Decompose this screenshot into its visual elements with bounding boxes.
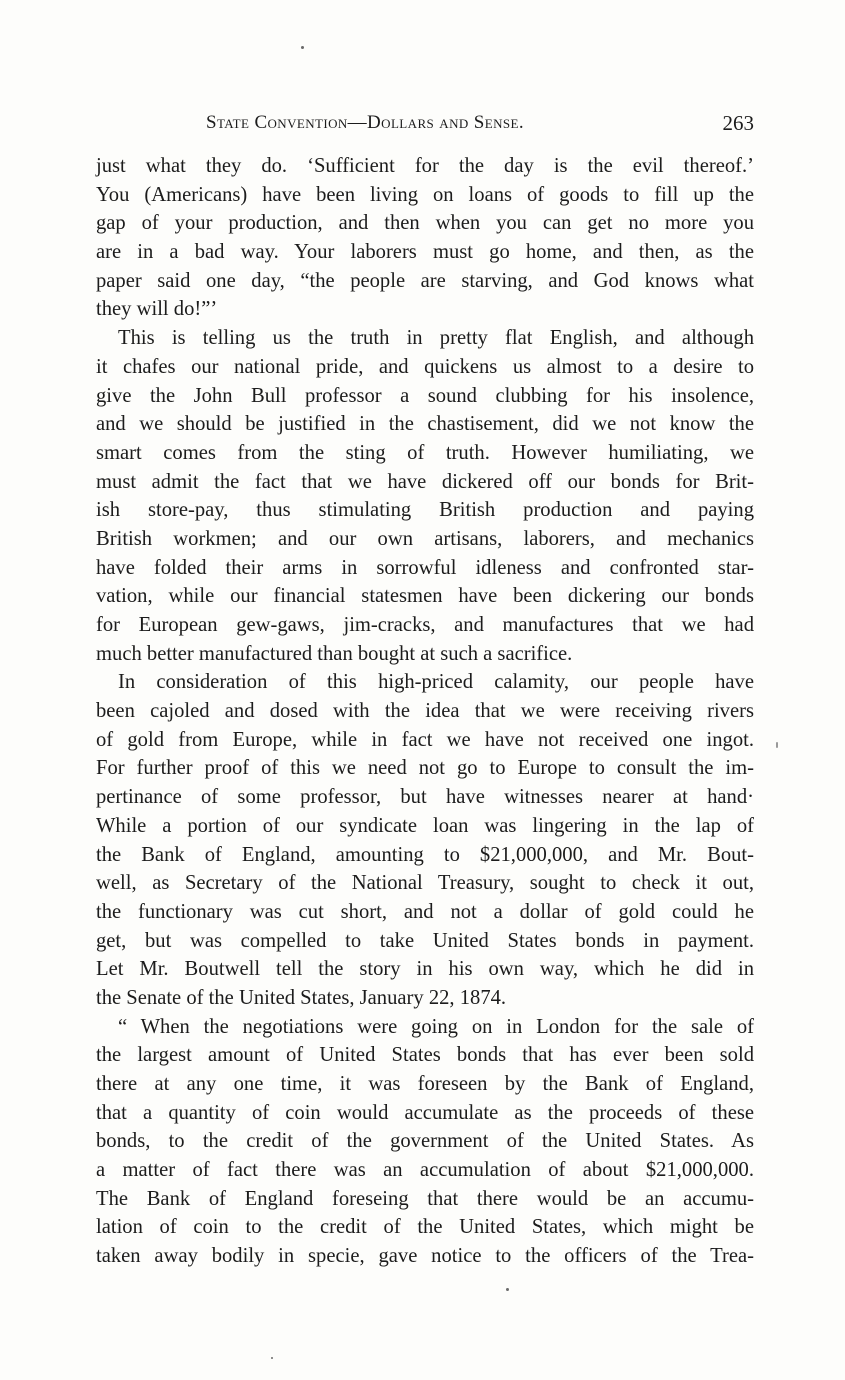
text-line: for European gew-gaws, jim-cracks, and manufactures that we had: [96, 614, 754, 636]
text-line: the functionary was cut short, and not a dollar of gold could he: [96, 900, 754, 923]
running-title: State Convention—Dollars and Sense.: [206, 112, 525, 133]
text-line: the largest amount of United States bonds that has ever been sold: [96, 1044, 754, 1067]
scan-speck: [506, 1288, 509, 1291]
text-line: been cajoled and dosed with the idea that we were receiving rivers: [96, 700, 754, 723]
text-line: smart comes from the sting of truth. However humiliating, we: [96, 441, 754, 464]
text-line: there at any one time, it was foreseen by the Bank of England,: [96, 1073, 754, 1095]
text-line: paper said one day, “the people are starving, and God knows what: [96, 269, 754, 292]
text-line: Let Mr. Boutwell tell the story in his own way, which he did in: [96, 958, 754, 981]
text-line: a matter of fact there was an accumulation of about $21,000,000.: [96, 1159, 754, 1182]
text-line: are in a bad way. Your laborers must go home, and then, as the: [96, 241, 754, 264]
text-line: British workmen; and our own artisans, laborers, and mechanics: [96, 527, 754, 550]
text-line: pertinance of some professor, but have witnesses nearer at hand·: [96, 786, 754, 809]
text-line: just what they do. ‘Sufficient for the day is the evil thereof.’: [96, 155, 754, 177]
paragraph-national-pride: [96, 324, 754, 668]
text-line: they will do!”’: [96, 298, 218, 321]
text-line: While a portion of our syndicate loan was lingering in the lap of: [96, 814, 754, 837]
text-line: well, as Secretary of the National Treasury, sought to check it out,: [96, 872, 754, 895]
text-line: that a quantity of coin would accumulate as the proceeds of these: [96, 1101, 754, 1124]
text-line: The Bank of England foreseing that there would be an accumu-: [96, 1187, 754, 1210]
text-line: You (Americans) have been living on loans of goods to fill up the: [96, 183, 754, 206]
text-line: of gold from Europe, while in fact we have not received one ingot.: [96, 728, 754, 751]
text-line: give the John Bull professor a sound clubbing for his insolence,: [96, 384, 754, 407]
text-line: gap of your production, and then when you can get no more you: [96, 212, 754, 235]
text-line: bonds, to the credit of the government of the United States. As: [96, 1130, 754, 1153]
running-head: [96, 108, 754, 138]
text-line: it chafes our national pride, and quickens us almost to a desire to: [96, 355, 754, 378]
text-line: much better manufactured than bought at such a sacrifice.: [96, 642, 573, 665]
scan-speck: [301, 46, 304, 49]
scan-speck: [271, 1357, 273, 1359]
body-text: [96, 152, 754, 1271]
text-line: vation, while our financial statesmen have been dickering our bonds: [96, 585, 754, 608]
text-line: For further proof of this we need not go to Europe to consult the im-: [96, 757, 754, 780]
text-line: have folded their arms in sorrowful idleness and confronted star-: [96, 556, 754, 579]
text-line: the Bank of England, amounting to $21,000,000, and Mr. Bout-: [96, 843, 754, 866]
paragraph-boutwell-quote: [96, 1013, 754, 1271]
text-line: taken away bodily in specie, gave notice to the officers of the Trea-: [96, 1245, 754, 1268]
text-line: get, but was compelled to take United States bonds in payment.: [96, 929, 754, 952]
scan-speck: [776, 742, 778, 748]
text-line: must admit the fact that we have dickered off our bonds for Brit-: [96, 470, 754, 493]
text-line: the Senate of the United States, January 22, 1874.: [96, 986, 507, 1009]
text-line: In consideration of this high-priced calamity, our people have: [118, 671, 754, 694]
text-line: This is telling us the truth in pretty flat English, and although: [118, 327, 754, 350]
paragraph-continued-quote: [96, 152, 754, 324]
text-line: ish store-pay, thus stimulating British production and paying: [96, 499, 754, 522]
page-number: 263: [722, 111, 754, 135]
text-line: and we should be justified in the chastisement, did we not know the: [96, 413, 754, 436]
text-line: “ When the negotiations were going on in London for the sale of: [118, 1015, 754, 1038]
text-line: lation of coin to the credit of the United States, which might be: [96, 1216, 754, 1239]
paragraph-high-priced-calamity: [96, 668, 754, 1012]
